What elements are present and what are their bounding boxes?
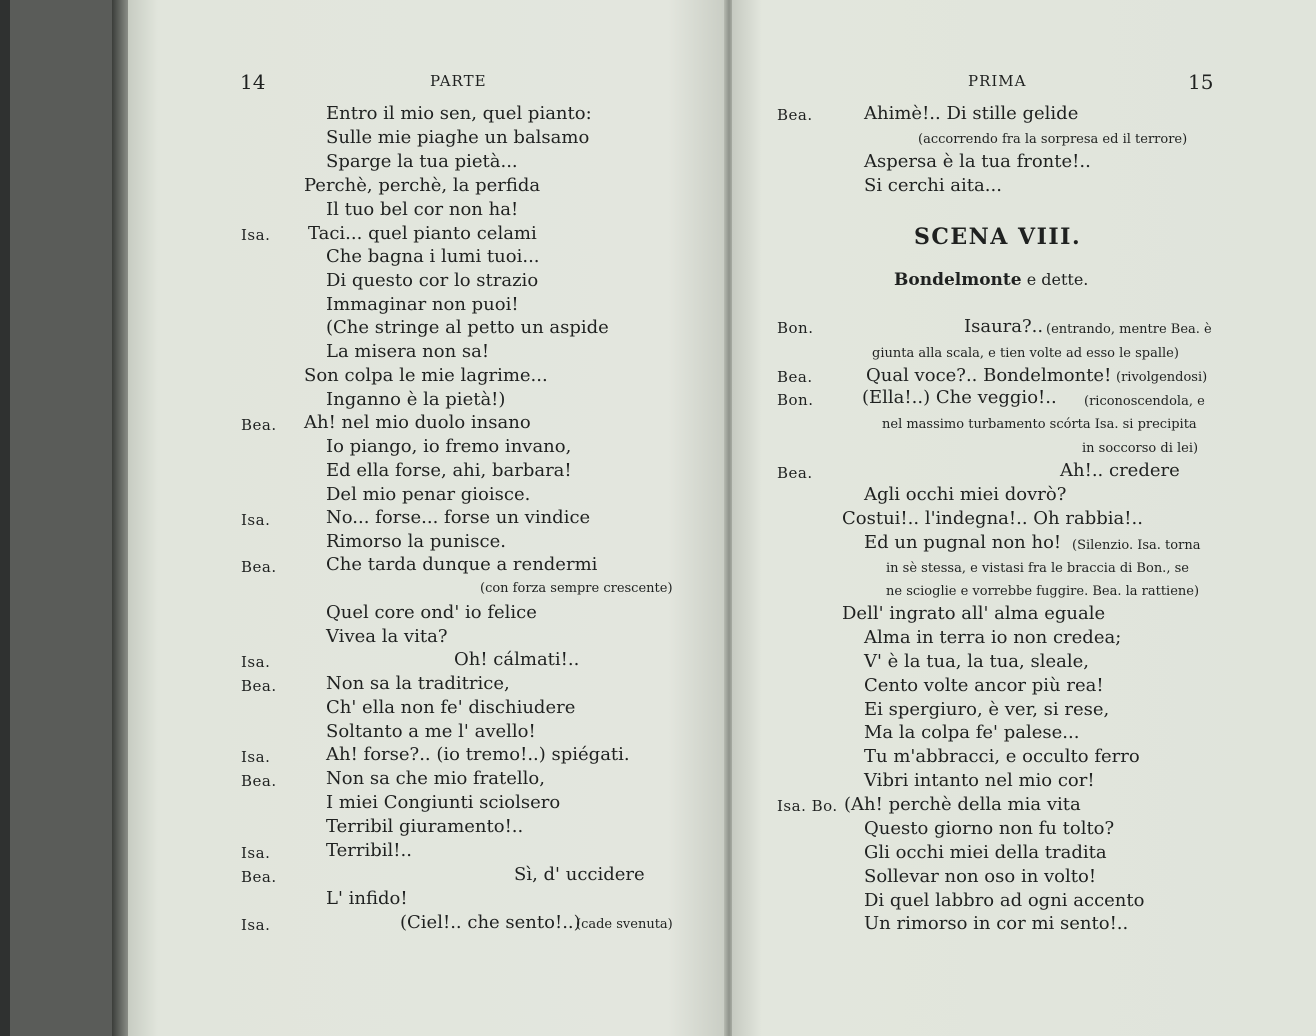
verse-line: Ei spergiuro, è ver, si rese, <box>864 699 1110 720</box>
verse-line: Ch' ella non fe' dischiudere <box>326 697 576 718</box>
verse-line: Io piango, io fremo invano, <box>326 436 572 457</box>
book-binding-edge <box>0 0 10 1036</box>
verse-line: Aspersa è la tua fronte!.. <box>864 151 1091 172</box>
verse-line: Taci... quel pianto celami <box>308 223 537 244</box>
verse-line: Cento volte ancor più rea! <box>864 675 1104 696</box>
stage-direction: (riconoscendola, e <box>1084 394 1205 409</box>
verse-line: Sollevar non oso in volto! <box>864 866 1097 887</box>
right-page <box>732 0 1316 1036</box>
speaker-label: Isa. <box>241 844 271 862</box>
speaker-label: Bea. <box>241 772 277 790</box>
book-binding <box>10 0 120 1036</box>
verse-line: Qual voce?.. Bondelmonte! <box>866 365 1112 386</box>
verse-line: Sì, d' uccidere <box>514 864 645 885</box>
speaker-label: Isa. <box>241 748 271 766</box>
verse-line: Sparge la tua pietà... <box>326 151 518 172</box>
scene-cast-rest: e dette. <box>1026 270 1089 289</box>
verse-line: Immaginar non puoi! <box>326 294 519 315</box>
speaker-label: Bea. <box>241 868 277 886</box>
speaker-label: Bon. <box>777 319 814 337</box>
stage-direction: nel massimo turbamento scórta Isa. si precipita <box>882 417 1197 432</box>
verse-line: Terribil!.. <box>326 840 412 861</box>
verse-line: Quel core ond' io felice <box>326 602 537 623</box>
scene-title: SCENA VIII. <box>914 224 1082 250</box>
verse-line: Dell' ingrato all' alma eguale <box>842 603 1106 624</box>
scene-cast <box>894 270 1088 290</box>
verse-line: Isaura?.. <box>964 316 1044 337</box>
verse-line: (Ella!..) Che veggio!.. <box>862 387 1057 408</box>
speaker-label: Isa. <box>241 226 271 244</box>
verse-line: Si cerchi aita... <box>864 175 1002 196</box>
stage-direction: (entrando, mentre Bea. è <box>1046 322 1212 337</box>
running-head: PRIMA <box>968 72 1027 90</box>
running-head: PARTE <box>430 72 487 90</box>
verse-line: (Ciel!.. che sento!..) <box>400 912 581 933</box>
verse-line: Il tuo bel cor non ha! <box>326 199 519 220</box>
verse-line: Ah!.. credere <box>1060 460 1180 481</box>
verse-line: Inganno è la pietà!) <box>326 389 506 410</box>
verse-line: Oh! cálmati!.. <box>454 649 580 670</box>
verse-line: Rimorso la punisce. <box>326 531 506 552</box>
speaker-label: Isa. <box>241 511 271 529</box>
verse-line: Che tarda dunque a rendermi <box>326 554 598 575</box>
page-number: 15 <box>1188 70 1214 94</box>
verse-line: Non sa che mio fratello, <box>326 768 545 789</box>
verse-line: (Che stringe al petto un aspide <box>326 317 609 338</box>
verse-line: Costui!.. l'indegna!.. Oh rabbia!.. <box>842 508 1143 529</box>
stage-direction: in sè stessa, e vistasi fra le braccia di Bon., se <box>886 561 1189 576</box>
verse-line: Son colpa le mie lagrime... <box>304 365 548 386</box>
verse-line: Questo giorno non fu tolto? <box>864 818 1115 839</box>
stage-direction: (rivolgendosi) <box>1116 370 1208 385</box>
stage-direction: (accorrendo fra la sorpresa ed il terrore) <box>918 132 1188 147</box>
speaker-label: Bea. <box>777 106 813 124</box>
left-page <box>128 0 726 1036</box>
page-number: 14 <box>240 70 266 94</box>
speaker-label: Isa. Bo. <box>777 797 838 815</box>
stage-direction: (Silenzio. Isa. torna <box>1072 538 1201 553</box>
verse-line: No... forse... forse un vindice <box>326 507 591 528</box>
verse-line: Ma la colpa fe' palese... <box>864 722 1080 743</box>
speaker-label: Bea. <box>241 677 277 695</box>
stage-direction: (cade svenuta) <box>576 917 673 932</box>
speaker-label: Bon. <box>777 391 814 409</box>
verse-line: Vibri intanto nel mio cor! <box>864 770 1095 791</box>
verse-line: Alma in terra io non credea; <box>864 627 1122 648</box>
verse-line: Terribil giuramento!.. <box>326 816 524 837</box>
verse-line: Sulle mie piaghe un balsamo <box>326 127 590 148</box>
verse-line: L' infido! <box>326 888 408 909</box>
verse-line: Che bagna i lumi tuoi... <box>326 246 540 267</box>
verse-line: Del mio penar gioisce. <box>326 484 531 505</box>
speaker-label: Bea. <box>241 416 277 434</box>
verse-line: Agli occhi miei dovrò? <box>864 484 1067 505</box>
verse-line: Soltanto a me l' avello! <box>326 721 536 742</box>
verse-line: Ahimè!.. Di stille gelide <box>864 103 1079 124</box>
verse-line: Ah! nel mio duolo insano <box>304 412 531 433</box>
verse-line: Ed un pugnal non ho! <box>864 532 1062 553</box>
stage-direction: giunta alla scala, e tien volte ad esso le spalle) <box>872 346 1179 361</box>
verse-line: (Ah! perchè della mia vita <box>844 794 1081 815</box>
verse-line: Di questo cor lo strazio <box>326 270 539 291</box>
speaker-label: Bea. <box>241 558 277 576</box>
verse-line: La misera non sa! <box>326 341 490 362</box>
stage-direction: in soccorso di lei) <box>1082 441 1199 456</box>
verse-line: Ah! forse?.. (io tremo!..) spiégati. <box>326 744 630 765</box>
speaker-label: Isa. <box>241 916 271 934</box>
verse-line: Ed ella forse, ahi, barbara! <box>326 460 572 481</box>
speaker-label: Isa. <box>241 653 271 671</box>
stage-direction: (con forza sempre crescente) <box>480 581 673 596</box>
stage-direction: ne scioglie e vorrebbe fuggire. Bea. la rattiene) <box>886 584 1200 599</box>
verse-line: Perchè, perchè, la perfida <box>304 175 541 196</box>
verse-line: Non sa la traditrice, <box>326 673 510 694</box>
verse-line: V' è la tua, la tua, sleale, <box>864 651 1089 672</box>
verse-line: Gli occhi miei della tradita <box>864 842 1107 863</box>
speaker-label: Bea. <box>777 368 813 386</box>
scene-cast-name: Bondelmonte <box>894 270 1022 290</box>
verse-line: Di quel labbro ad ogni accento <box>864 890 1145 911</box>
verse-line: Vivea la vita? <box>326 626 448 647</box>
speaker-label: Bea. <box>777 464 813 482</box>
verse-line: Tu m'abbracci, e occulto ferro <box>864 746 1140 767</box>
verse-line: Un rimorso in cor mi sento!.. <box>864 913 1129 934</box>
verse-line: Entro il mio sen, quel pianto: <box>326 103 592 124</box>
verse-line: I miei Congiunti sciolsero <box>326 792 561 813</box>
